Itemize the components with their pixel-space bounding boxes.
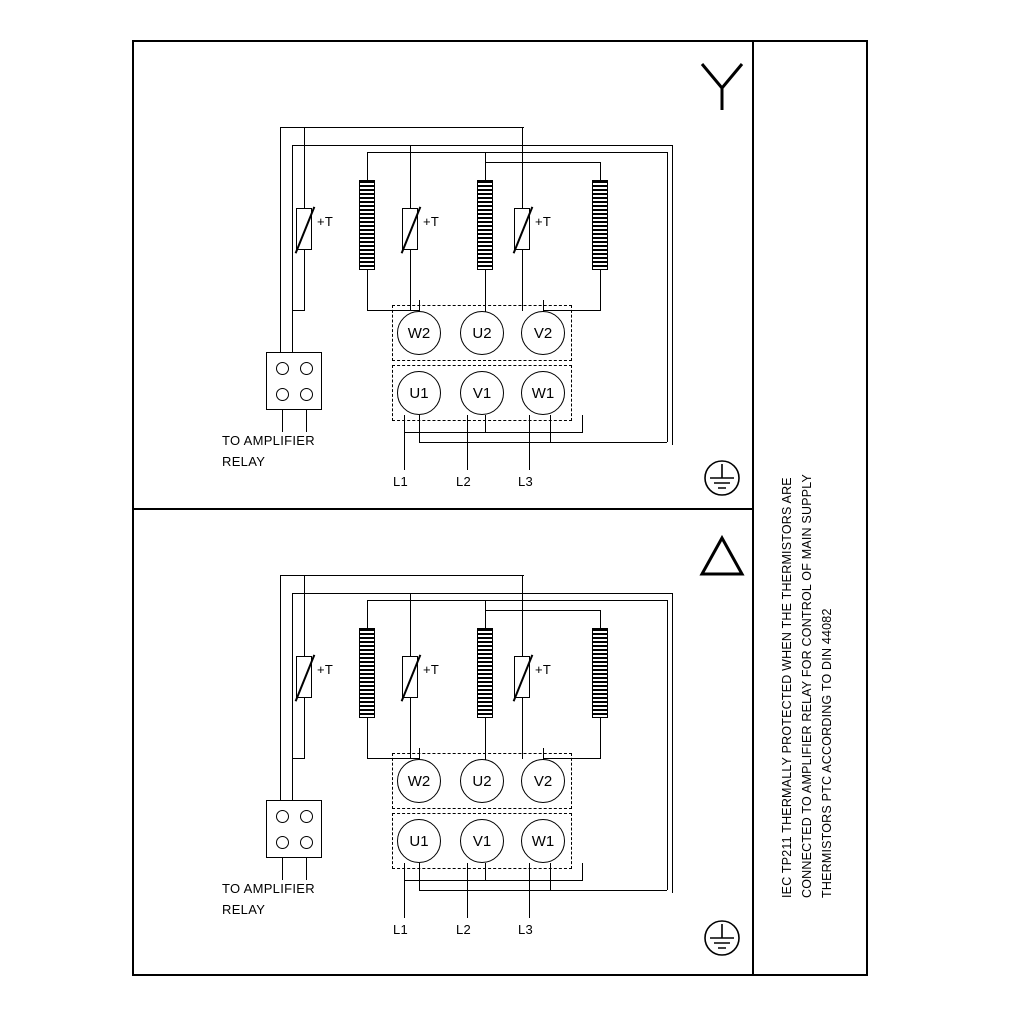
terminal-w1[interactable]: W1 — [521, 819, 565, 863]
amplifier-label-line1: TO AMPLIFIER — [222, 881, 315, 896]
earth-symbol — [700, 918, 744, 958]
thermistor-bus — [280, 575, 524, 576]
winding-coil — [592, 628, 608, 718]
winding-lead — [367, 152, 667, 153]
amplifier-terminal-block — [266, 352, 322, 410]
amplifier-label-line2: RELAY — [222, 454, 266, 469]
winding-coil — [359, 628, 375, 718]
winding-lead — [419, 300, 420, 312]
supply-jumper — [419, 415, 420, 443]
supply-jumper — [419, 442, 667, 443]
winding-lead — [367, 718, 368, 759]
terminal-w2[interactable]: W2 — [397, 759, 441, 803]
thermistor-wire — [292, 310, 304, 311]
amplifier-lead — [282, 858, 283, 880]
winding-lead — [485, 162, 600, 163]
winding-coil — [477, 628, 493, 718]
winding-lead — [485, 600, 486, 628]
thermistor-wire — [304, 249, 305, 311]
thermistor-wire — [280, 127, 281, 359]
delta-symbol — [698, 534, 746, 578]
thermistor-wire — [304, 697, 305, 759]
thermistor-wire — [410, 593, 411, 657]
winding-lead — [367, 758, 419, 759]
terminal-v2[interactable]: V2 — [521, 759, 565, 803]
thermistor-wire — [522, 575, 523, 657]
winding-lead — [367, 310, 419, 311]
terminal-dot — [276, 362, 289, 375]
terminal-dot — [300, 810, 313, 823]
winding-lead — [367, 600, 368, 628]
winding-lead — [485, 718, 486, 760]
amplifier-lead — [306, 410, 307, 432]
thermistor-label: +T — [535, 214, 552, 229]
thermistor-return — [672, 593, 673, 893]
supply-label-l1: L1 — [393, 922, 409, 937]
winding-lead — [543, 748, 544, 760]
thermistor-wire — [522, 127, 523, 209]
terminal-v2[interactable]: V2 — [521, 311, 565, 355]
winding-lead — [543, 310, 600, 311]
winding-lead — [485, 610, 600, 611]
supply-jumper — [404, 432, 582, 433]
terminal-w2[interactable]: W2 — [397, 311, 441, 355]
terminal-dot — [300, 362, 313, 375]
winding-lead — [667, 600, 668, 890]
winding-lead — [367, 152, 368, 180]
winding-lead — [543, 300, 544, 312]
earth-symbol — [700, 458, 744, 498]
thermistor-label: +T — [423, 214, 440, 229]
thermistor-bus — [280, 127, 524, 128]
thermistor-wire — [410, 249, 411, 311]
thermistor-wire — [292, 758, 304, 759]
supply-jumper — [419, 863, 420, 891]
thermistor-return — [672, 145, 673, 445]
winding-lead — [600, 610, 601, 628]
amplifier-lead — [282, 410, 283, 432]
supply-label-l3: L3 — [518, 474, 534, 489]
thermistor-wire — [292, 593, 293, 807]
winding-lead — [367, 600, 667, 601]
thermistor-wire — [410, 697, 411, 759]
winding-lead — [367, 270, 368, 311]
terminal-w1[interactable]: W1 — [521, 371, 565, 415]
winding-lead — [543, 758, 600, 759]
winding-lead — [600, 718, 601, 759]
note-line-3: THERMISTORS PTC ACCORDING TO DIN 44082 — [820, 608, 834, 898]
amplifier-terminal-block — [266, 800, 322, 858]
supply-lead-l1 — [404, 863, 405, 918]
panel-divider — [132, 508, 752, 510]
winding-coil — [359, 180, 375, 270]
supply-jumper — [550, 415, 551, 443]
note-line-2: CONNECTED TO AMPLIFIER RELAY FOR CONTROL OF MAIN SUPPLY — [800, 473, 814, 898]
amplifier-lead — [306, 858, 307, 880]
terminal-u2[interactable]: U2 — [460, 311, 504, 355]
supply-jumper — [485, 415, 486, 433]
winding-lead — [419, 748, 420, 760]
supply-label-l1: L1 — [393, 474, 409, 489]
terminal-u2[interactable]: U2 — [460, 759, 504, 803]
terminal-dot — [300, 388, 313, 401]
winding-coil — [477, 180, 493, 270]
winding-lead — [485, 152, 486, 180]
supply-label-l2: L2 — [456, 922, 472, 937]
note-column-divider — [752, 40, 754, 976]
supply-jumper — [404, 880, 582, 881]
winding-lead — [485, 270, 486, 312]
thermistor-label: +T — [317, 214, 334, 229]
thermistor-label: +T — [317, 662, 334, 677]
terminal-dot — [276, 810, 289, 823]
thermistor-wire — [410, 145, 411, 209]
terminal-dot — [276, 836, 289, 849]
supply-jumper — [550, 863, 551, 891]
winding-lead — [600, 270, 601, 311]
terminal-u1[interactable]: U1 — [397, 371, 441, 415]
terminal-dot — [300, 836, 313, 849]
supply-label-l2: L2 — [456, 474, 472, 489]
thermistor-wire — [304, 575, 305, 657]
terminal-u1[interactable]: U1 — [397, 819, 441, 863]
winding-lead — [667, 152, 668, 442]
supply-label-l3: L3 — [518, 922, 534, 937]
thermistor-wire — [280, 575, 281, 807]
winding-lead — [600, 162, 601, 180]
wye-symbol — [698, 60, 746, 114]
note-line-1: IEC TP211 THERMALLY PROTECTED WHEN THE THERMISTORS ARE — [780, 477, 794, 898]
amplifier-label-line1: TO AMPLIFIER — [222, 433, 315, 448]
thermistor-label: +T — [535, 662, 552, 677]
supply-jumper — [485, 863, 486, 881]
thermistor-wire — [292, 145, 293, 359]
thermistor-wire — [522, 697, 523, 759]
thermistor-wire — [522, 249, 523, 311]
thermistor-label: +T — [423, 662, 440, 677]
thermistor-bus — [292, 593, 672, 594]
terminal-v1[interactable]: V1 — [460, 371, 504, 415]
thermistor-bus — [292, 145, 672, 146]
supply-jumper — [582, 863, 583, 881]
supply-lead-l1 — [404, 415, 405, 470]
thermistor-wire — [304, 127, 305, 209]
supply-jumper — [419, 890, 667, 891]
supply-jumper — [582, 415, 583, 433]
terminal-v1[interactable]: V1 — [460, 819, 504, 863]
amplifier-label-line2: RELAY — [222, 902, 266, 917]
terminal-dot — [276, 388, 289, 401]
winding-coil — [592, 180, 608, 270]
